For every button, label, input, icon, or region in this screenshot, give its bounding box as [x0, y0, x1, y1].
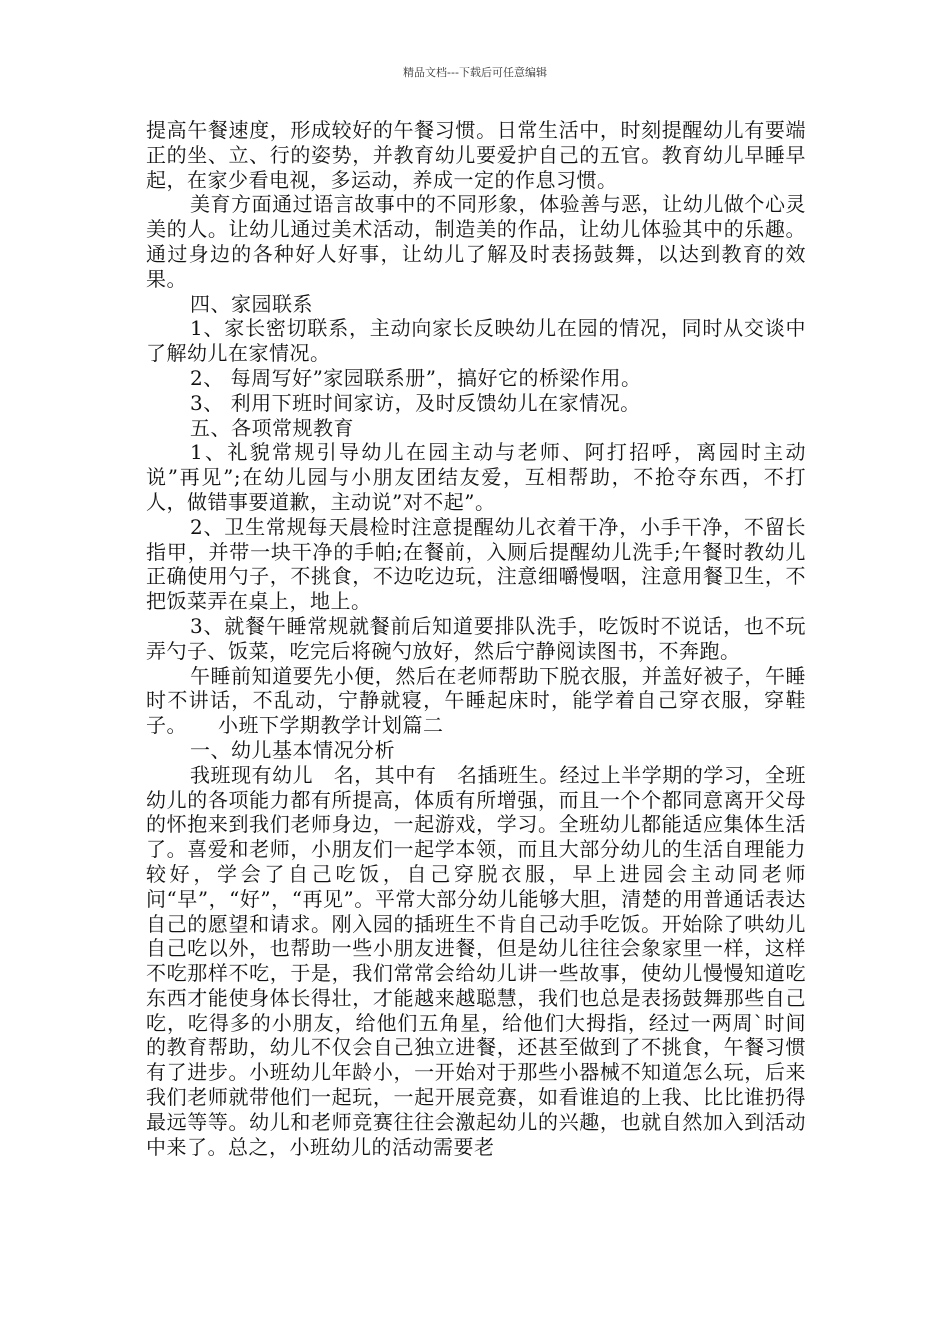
paragraph: 美育方面通过语言故事中的不同形象，体验善与恶，让幼儿做个心灵美的人。让幼儿通过美术活动，制造美的作品，让幼儿体验其中的乐趣。通过身边的各种好人好事，让幼儿了解及时表扬鼓舞，以达到教育的效果。 — [146, 192, 806, 291]
paragraph: 我班现有幼儿 名，其中有 名插班生。经过上半学期的学习，全班幼儿的各项能力都有所提高，体质有所增强，而且一个个都同意离开父母的怀抱来到我们老师身边，一起游戏，学习。全班幼儿都能适应集体生活了。喜爱和老师，小朋友们一起学本领，而且大部分幼儿的生活自理能力较好，学会了自己吃饭，自己穿脱衣服，早上进园会主动同老师问“早”，“好”，“再见”。平常大部分幼儿能够大胆，清楚的用普通话表达自己的愿望和请求。刚入园的插班生不肯自己动手吃饭。开始除了哄幼儿自己吃以外，也帮助一些小朋友进餐，但是幼儿往往会象家里一样，这样不吃那样不吃，于是，我们常常会给幼儿讲一些故事，使幼儿慢慢知道吃东西才能使身体长得壮，才能越来越聪慧，我们也总是表扬鼓舞那些自己吃，吃得多的小朋友，给他们五角星，给他们大拇指，经过一两周`时间的教育帮助，幼儿不仅会自己独立进餐，还甚至做到了不挑食，午餐习惯有了进步。小班幼儿年龄小，一开始对于那些小器械不知道怎么玩，后来我们老师就带他们一起玩，一起开展竞赛，如看谁追的上我、比比谁扔得最远等等。幼儿和老师竞赛往往会激起幼儿的兴趣，也就自然加入到活动中来了。总之，小班幼儿的活动需要老 — [146, 762, 806, 1159]
paragraph: 1、礼貌常规引导幼儿在园主动与老师、阿打招呼，离园时主动说”再见”;在幼儿园与小朋友团结友爱，互相帮助，不抢夺东西，不打人，做错事要道歉，主动说”对不起”。 — [146, 440, 806, 514]
paragraph: 2、 每周写好”家园联系册”，搞好它的桥梁作用。 — [190, 365, 642, 390]
page-header: 精品文档---下载后可任意编辑 — [403, 66, 547, 79]
paragraph: 提高午餐速度，形成较好的午餐习惯。日常生活中，时刻提醒幼儿有要端正的坐、立、行的姿势，并教育幼儿要爱护自己的五官。教育幼儿早睡早起，在家少看电视，多运动，养成一定的作息习惯。 — [146, 118, 806, 192]
paragraph: 3、 利用下班时间家访，及时反馈幼儿在家情况。 — [190, 390, 641, 415]
section-heading: 一、幼儿基本情况分析 — [190, 737, 395, 762]
paragraph: 2、卫生常规每天晨检时注意提醒幼儿衣着干净，小手干净，不留长指甲，并带一块干净的手帕;在餐前，入厕后提醒幼儿洗手;午餐时教幼儿正确使用勺子，不挑食，不边吃边玩，注意细嚼慢咽，注意用餐卫生，不把饭菜弄在桌上，地上。 — [146, 514, 806, 614]
section-heading: 五、各项常规教育 — [190, 415, 354, 440]
paragraph: 1、家长密切联系，主动向家长反映幼儿在园的情况，同时从交谈中了解幼儿在家情况。 — [146, 316, 806, 366]
document-body — [146, 118, 806, 1159]
paragraph: 午睡前知道要先小便，然后在老师帮助下脱衣服，并盖好被子，午睡时不讲话，不乱动，宁静就寝，午睡起床时，能学着自己穿衣服，穿鞋子。 小班下学期教学计划篇二 — [146, 663, 806, 738]
paragraph: 3、就餐午睡常规就餐前后知道要排队洗手，吃饭时不说话，也不玩弄勺子、饭菜，吃完后将碗勺放好，然后宁静阅读图书，不奔跑。 — [146, 613, 806, 663]
section-heading: 四、家园联系 — [190, 291, 313, 316]
